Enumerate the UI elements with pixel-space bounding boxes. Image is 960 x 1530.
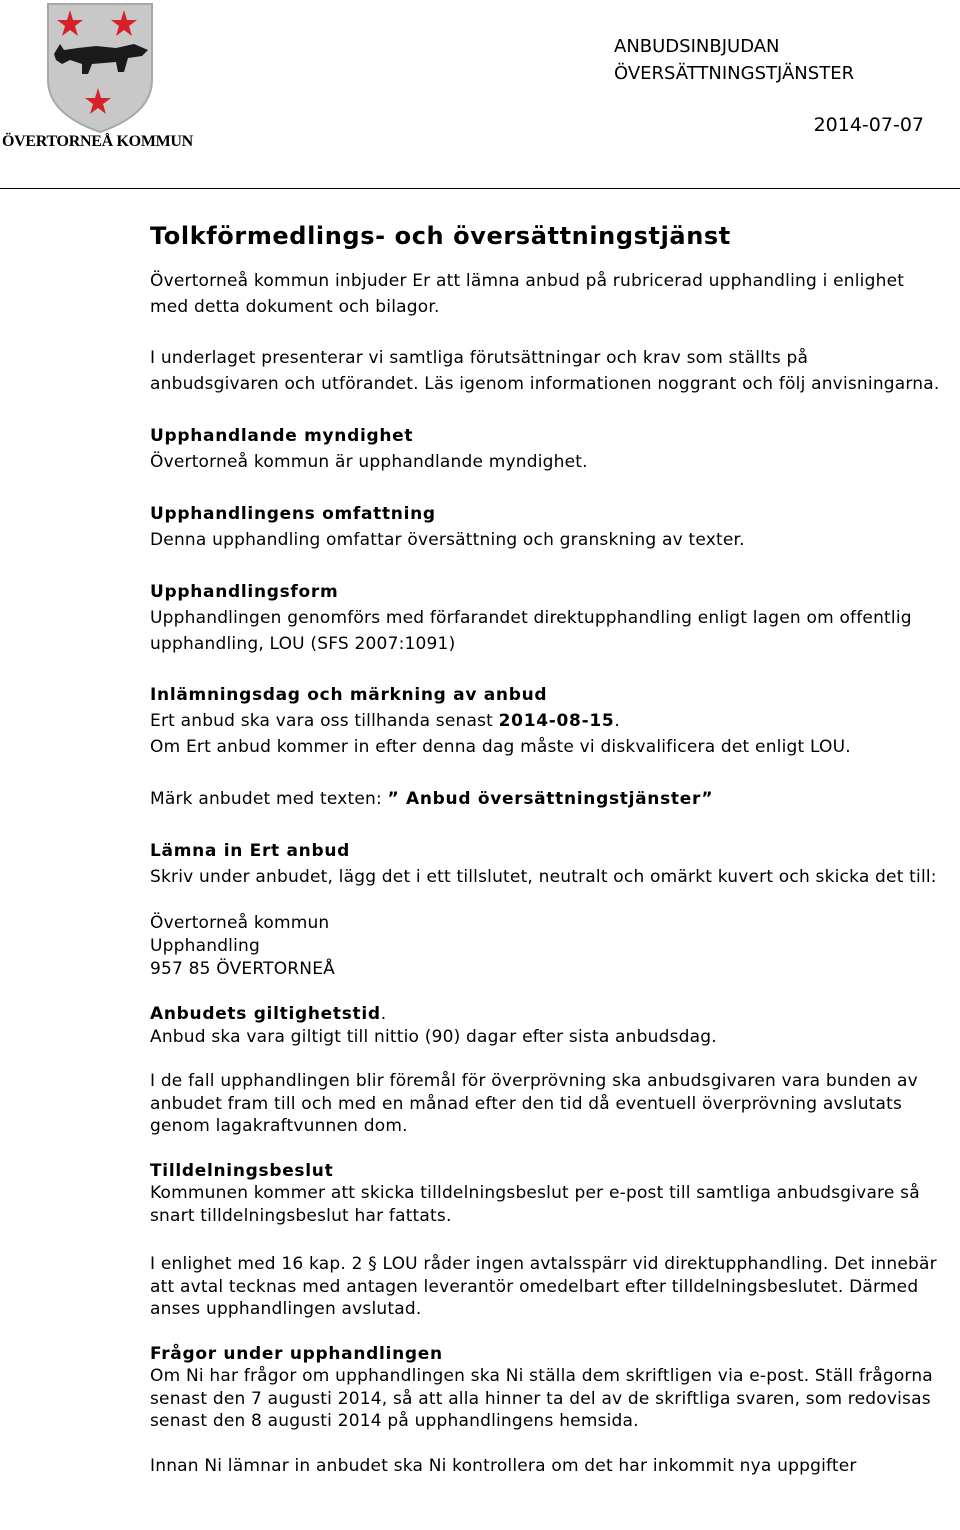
document-date: 2014-07-07 <box>813 114 924 136</box>
questions-heading: Frågor under upphandlingen <box>150 1343 443 1364</box>
questions-text: Om Ni har frågor om upphandlingen ska Ni ställa dem skriftligen via e-post. Ställ frågorna senast den 7 augusti 2014, så att alla hinner ta del av de skriftliga svaren, som redovisas senast den 8 augusti 2014 på upphandlingens hemsida. <box>150 1366 933 1431</box>
award-text-2: I enlighet med 16 kap. 2 § LOU råder ingen avtalsspärr vid direktupphandling. Det innebär att avtal tecknas med antagen leverantör omedelbart efter tilldelningsbeslutet. Därmed anses upphandlingen avslutad. <box>150 1254 937 1319</box>
final-text: Innan Ni lämnar in anbudet ska Ni kontrollera om det har inkommit nya uppgifter <box>150 1455 857 1476</box>
org-name: ÖVERTORNEÅ KOMMUN <box>2 133 193 150</box>
form-heading: Upphandlingsform <box>150 582 339 602</box>
deadline-date: 2014-08-15 <box>498 711 615 731</box>
document-body <box>150 220 940 1477</box>
header-divider <box>0 188 960 189</box>
authority-text: Övertorneå kommun är upphandlande myndighet. <box>150 452 588 472</box>
deadline-line-2: Om Ert anbud kommer in efter denna dag måste vi diskvalificera det enligt LOU. <box>150 737 851 757</box>
award-text: Kommunen kommer att skicka tilldelningsbeslut per e-post till samtliga anbudsgivare så snart tilldelningsbeslut har fattats. <box>150 1183 920 1226</box>
validity-text: Anbud ska vara giltigt till nittio (90) dagar efter sista anbudsdag. <box>150 1026 717 1047</box>
form-text: Upphandlingen genomförs med förfarandet direktupphandling enligt lagen om offentlig upphandling, LOU (SFS 2007:1091) <box>150 608 912 654</box>
document-type-line2: ÖVERSÄTTNINGSTJÄNSTER <box>614 63 855 84</box>
document-type <box>614 33 854 87</box>
municipality-logo <box>0 0 200 160</box>
address-line-2: Upphandling <box>150 936 260 956</box>
intro-paragraph-1: Övertorneå kommun inbjuder Er att lämna anbud på rubricerad upphandling i enlighet med detta dokument och bilagor. <box>150 271 905 317</box>
deadline-line-1 <box>150 708 940 734</box>
intro-paragraph-2: I underlaget presenterar vi samtliga förutsättningar och krav som ställts på anbudsgivaren och utförandet. Läs igenom informationen noggrant och följ anvisningarna. <box>150 348 940 394</box>
address-line-3: 957 85 ÖVERTORNEÅ <box>150 959 335 979</box>
validity-heading-line <box>150 1003 940 1026</box>
deadline-text: Ert anbud ska vara oss tillhanda senast <box>150 711 499 731</box>
marking-text: Märk anbudet med texten: <box>150 789 388 809</box>
marking-line <box>150 786 940 812</box>
address-line-1: Övertorneå kommun <box>150 913 330 933</box>
award-heading: Tilldelningsbeslut <box>150 1160 334 1181</box>
review-text: I de fall upphandlingen blir föremål för överprövning ska anbudsgivaren vara bunden av anbudet fram till och med en månad efter den tid då eventuell överprövning avslutats genom lagakraftvunnen dom. <box>150 1071 918 1136</box>
validity-heading-suffix: . <box>380 1004 387 1024</box>
authority-heading: Upphandlande myndighet <box>150 426 414 446</box>
scope-text: Denna upphandling omfattar översättning och granskning av texter. <box>150 530 745 550</box>
validity-heading: Anbudets giltighetstid <box>150 1004 381 1024</box>
page-title: Tolkförmedlings- och översättningstjänst <box>150 222 731 250</box>
scope-heading: Upphandlingens omfattning <box>150 504 436 524</box>
deadline-heading: Inlämningsdag och märkning av anbud <box>150 685 548 705</box>
submit-heading: Lämna in Ert anbud <box>150 841 351 861</box>
submit-text: Skriv under anbudet, lägg det i ett tillslutet, neutralt och omärkt kuvert och skicka det till: <box>150 867 937 887</box>
deadline-suffix: . <box>614 711 620 731</box>
coat-of-arms-icon <box>44 2 156 134</box>
marking-label: ” Anbud översättningstjänster” <box>387 789 714 809</box>
document-type-line1: ANBUDSINBJUDAN <box>614 36 780 57</box>
